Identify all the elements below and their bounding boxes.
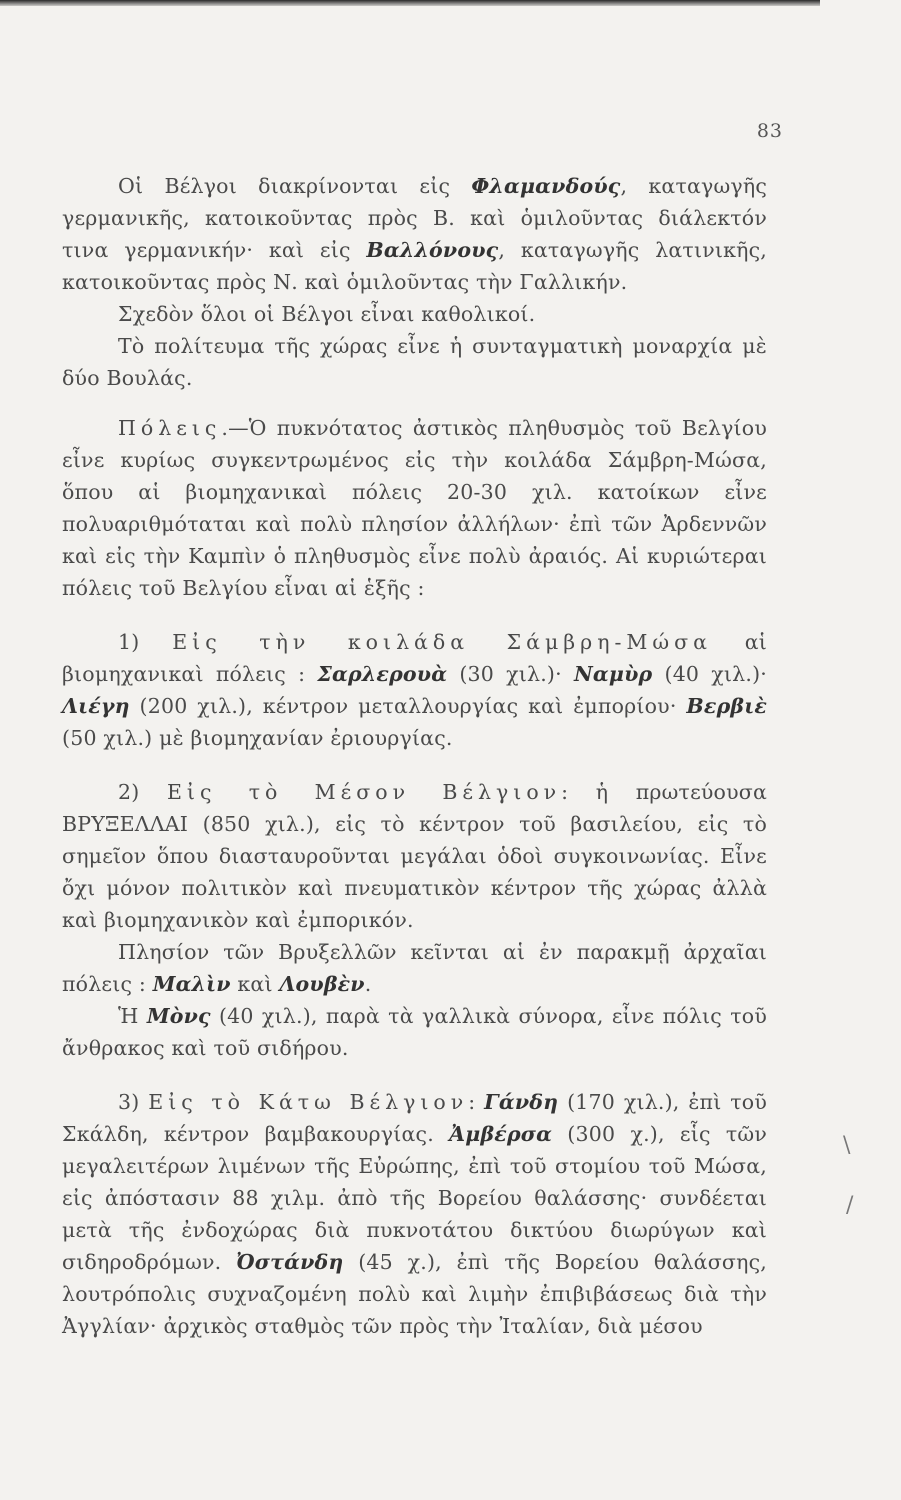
section-heading: Εἰς τὸ Μέσον Βέλγιον xyxy=(166,780,562,804)
section-heading: Εἰς τὴν κοιλάδα Σάμβρη-Μώσα xyxy=(172,630,712,654)
text-run: 2) xyxy=(118,780,167,804)
text-run: (170 χιλ.), ἐπὶ τοῦ Σκάλδη, κέντρον βαμβακουργίας. xyxy=(62,1090,767,1146)
text-run: Τὸ πολίτευμα τῆς χώρας εἶνε ἡ συνταγματικὴ μοναρχία μὲ δύο Βουλάς. xyxy=(62,334,767,390)
text-run: : ἡ πρωτεύουσα ΒΡΥΞΕΛΛΑΙ (850 χιλ.), εἰς τὸ κέντρον τοῦ βασιλείου, εἰς τὸ σημεῖον ὅπου διασταυροῦνται μεγάλαι ὁδοὶ συγκοινωνίας. Εἶνε ὄχι μόνον πολιτικὸν καὶ πνευματικὸν κέντρον τῆς χώρας ἀλλὰ καὶ βιομηχανικὸν καὶ ἐμπορικόν. xyxy=(62,780,767,932)
text-run: (45 χ.), ἐπὶ τῆς Βορείου θαλάσσης, λουτρόπολις συχναζομένη πολὺ καὶ λιμὴν ἐπιβιβάσεως διὰ τὴν Ἀγγλίαν· ἀρχικὸς σταθμὸς τῶν πρὸς τὴν Ἰταλίαν, διὰ μέσου xyxy=(62,1250,767,1338)
text-run: 1) xyxy=(118,630,173,654)
section-heading: Εἰς τὸ Κάτω Βέλγιον xyxy=(148,1090,469,1114)
text-run: Πλησίον τῶν Βρυξελλῶν κεῖνται αἱ ἐν παρακμῇ ἀρχαῖαι πόλεις : xyxy=(62,940,767,996)
text-run: (50 χιλ.) μὲ βιομηχανίαν ἐριουργίας. xyxy=(62,726,453,750)
text-run: , καταγωγῆς γερμανικῆς, κατοικοῦντας πρὸς Β. καὶ ὁμιλοῦντας διάλεκτόν τινα γερμανικήν· καὶ εἰς xyxy=(62,174,768,262)
paragraph-p6 xyxy=(62,776,767,936)
place-name: Βερβιὲ xyxy=(686,694,767,718)
text-run: Σχεδὸν ὅλοι οἱ Βέλγοι εἶναι καθολικοί. xyxy=(118,302,536,326)
text-run: . xyxy=(364,972,372,996)
page-number: 83 xyxy=(756,120,783,142)
text-run: , καταγωγῆς λατινικῆς, κατοικοῦντας πρὸς Ν. καὶ ὁμιλοῦντας τὴν Γαλλικήν. xyxy=(62,238,767,294)
section-heading: Πόλεις xyxy=(118,416,222,440)
text-run: (300 χ.), εἷς τῶν μεγαλειτέρων λιμένων τῆς Εὐρώπης, ἐπὶ τοῦ στομίου τοῦ Μώσα, εἰς ἀπόστασιν 88 χιλμ. ἀπὸ τῆς Βορείου θαλάσσης· συνδέεται μετὰ τῆς ἐνδοχώρας διὰ πυκνοτάτου δικτύου διωρύγων καὶ σιδηροδρόμων. xyxy=(62,1122,767,1274)
paragraph-p3 xyxy=(62,330,767,394)
margin-mark: \ xyxy=(843,1133,851,1158)
place-name: Σαρλερουὰ xyxy=(317,662,448,686)
text-run: (200 χιλ.), κέντρον μεταλλουργίας καὶ ἐμπορίου· xyxy=(129,694,687,718)
text-run: : xyxy=(468,1090,485,1114)
margin-mark: / xyxy=(846,1193,854,1218)
place-name: Λουβὲν xyxy=(279,972,365,996)
place-name: Βαλλόνους xyxy=(366,238,499,262)
text-run: .—Ὁ πυκνότατος ἀστικὸς πληθυσμὸς τοῦ Βελγίου εἶνε κυρίως συγκεντρωμένος εἰς τὴν κοιλάδα Σάμβρη-Μώσα, ὅπου αἱ βιομηχανικαὶ πόλεις 20-30 χιλ. κατοίκων εἶνε πολυαριθμόταται καὶ πολὺ πλησίον ἀλλήλων· ἐπὶ τῶν Ἀρδεννῶν καὶ εἰς τὴν Καμπὶν ὁ πληθυσμὸς εἶνε πολὺ ἀραιός. Αἱ κυριώτεραι πόλεις τοῦ Βελγίου εἶναι αἱ ἑξῆς : xyxy=(62,416,767,600)
place-name: Ὀστάνδη xyxy=(236,1250,344,1274)
text-run: Ἡ xyxy=(118,1004,147,1028)
paragraph-p8 xyxy=(62,1000,767,1064)
paragraph-p1 xyxy=(62,170,767,298)
text-run: 3) xyxy=(118,1090,149,1114)
paragraph-p5 xyxy=(62,626,767,754)
text-run: καὶ xyxy=(230,972,280,996)
place-name: Μὸνς xyxy=(146,1004,211,1028)
place-name: Γάνδη xyxy=(484,1090,559,1114)
scan-edge-rule xyxy=(0,0,820,6)
text-run: (30 χιλ.)· xyxy=(447,662,574,686)
place-name: Ναμὺρ xyxy=(573,662,653,686)
page-body-text xyxy=(62,170,767,1342)
text-run: (40 χιλ.)· xyxy=(652,662,767,686)
paragraph-p2 xyxy=(62,298,767,330)
text-run: αἱ βιομηχανικαὶ πόλεις : xyxy=(62,630,768,686)
place-name: Φλαμανδούς xyxy=(471,174,621,198)
text-run: (40 χιλ.), παρὰ τὰ γαλλικὰ σύνορα, εἶνε πόλις τοῦ ἄνθρακος καὶ τοῦ σιδήρου. xyxy=(62,1004,767,1060)
place-name: Λιέγη xyxy=(62,694,130,718)
paragraph-p7 xyxy=(62,936,767,1000)
paragraph-p4 xyxy=(62,412,767,604)
paragraph-p9 xyxy=(62,1086,767,1342)
place-name: Μαλὶν xyxy=(152,972,231,996)
place-name: Ἀμβέρσα xyxy=(449,1122,553,1146)
text-run: Οἱ Βέλγοι διακρίνονται εἰς xyxy=(118,174,472,198)
